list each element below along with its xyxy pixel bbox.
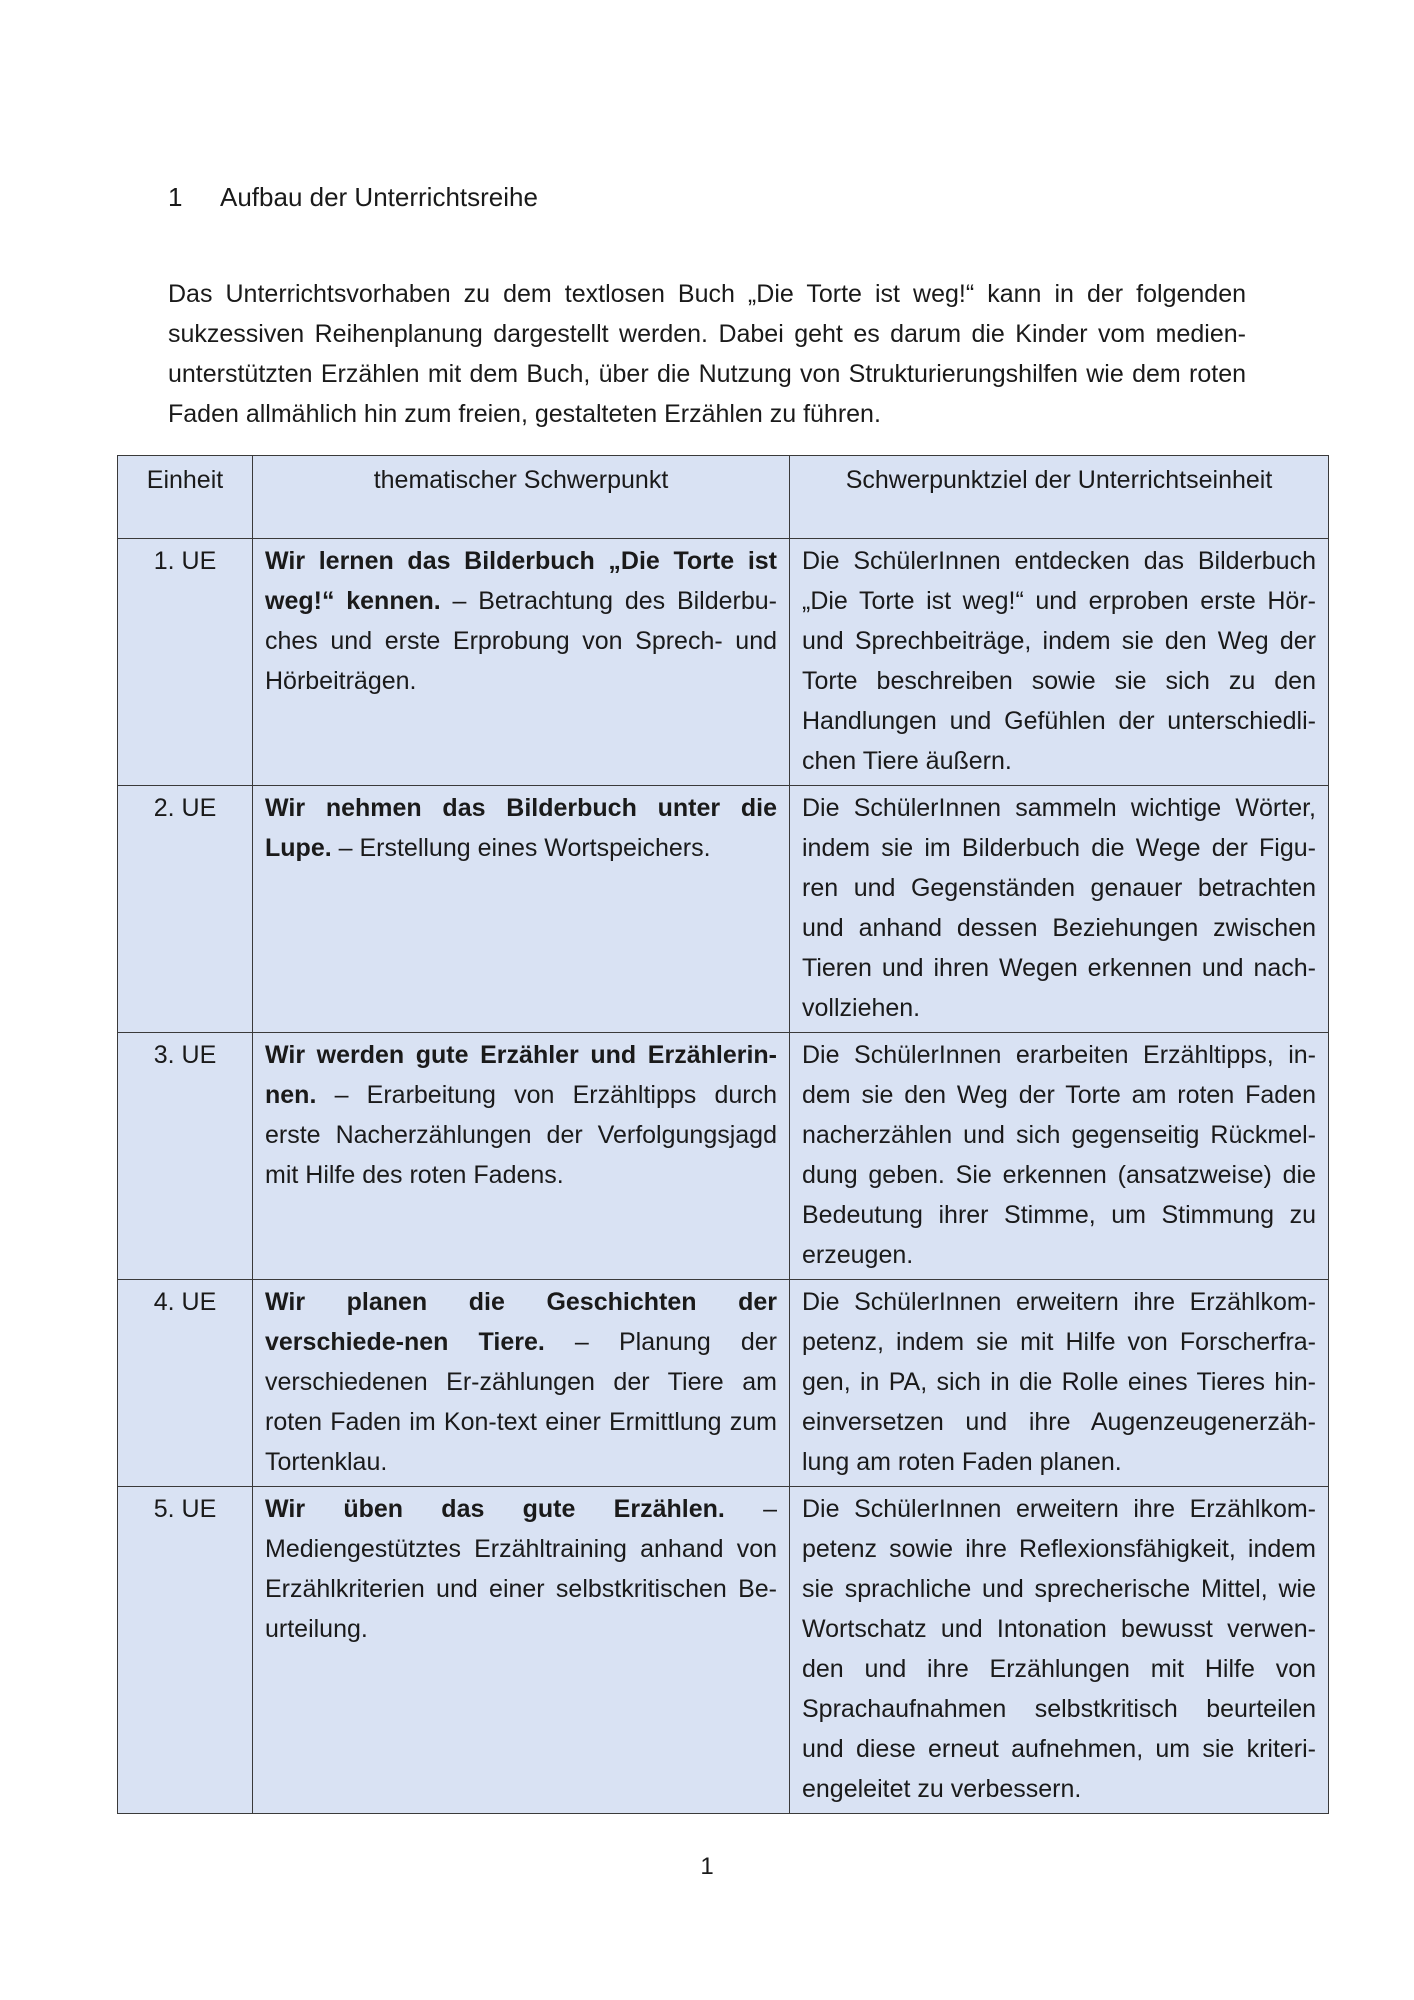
topic-description: – Mediengestütztes Erzähltraining anhand von Erzählkriterien und einer selbstkritischen Be-urteilung. — [265, 1495, 777, 1643]
topic-cell — [253, 1487, 790, 1814]
unit-cell: 3. UE — [118, 1033, 253, 1280]
goal-cell: Die SchülerInnen entdecken das Bilderbuch „Die Torte ist weg!“ und erproben erste Hör- und Sprechbeiträge, indem sie den Weg der Torte beschreiben sowie sie sich zu den Handlungen und Gefühlen der unterschiedli-chen Tiere äußern. — [790, 539, 1329, 786]
goal-cell: Die SchülerInnen erweitern ihre Erzählkom-petenz, indem sie mit Hilfe von Forscherfra-gen, in PA, sich in die Rolle eines Tieres hin-einversetzen und ihre Augenzeugenerzäh-lung am roten Faden planen. — [790, 1280, 1329, 1487]
topic-cell — [253, 786, 790, 1033]
unit-cell: 5. UE — [118, 1487, 253, 1814]
topic-cell — [253, 1033, 790, 1280]
unit-cell: 4. UE — [118, 1280, 253, 1487]
table-header-row — [118, 456, 1329, 539]
topic-title: Wir planen die Geschichten der verschiede-nen Tiere. — [265, 1288, 777, 1356]
topic-description: – Erstellung eines Wortspeichers. — [331, 834, 711, 862]
topic-description: – Planung der verschiedenen Er-zählungen der Tiere am roten Faden im Kon-text einer Ermittlung zum Tortenklau. — [265, 1328, 777, 1476]
topic-description: – Erarbeitung von Erzähltipps durch erste Nacherzählungen der Verfolgungsjagd mit Hilfe des roten Fadens. — [265, 1081, 777, 1189]
table-row — [118, 1280, 1329, 1487]
topic-description: – Betrachtung des Bilderbu-ches und erste Erprobung von Sprech- und Hörbeiträgen. — [265, 587, 777, 695]
topic-title: Wir nehmen das Bilderbuch unter die Lupe. — [265, 794, 777, 862]
table-row — [118, 1487, 1329, 1814]
intro-paragraph: Das Unterrichtsvorhaben zu dem textlosen Buch „Die Torte ist weg!“ kann in der folgenden sukzessiven Reihenplanung dargestellt werden. Dabei geht es darum die Kinder vom medien-unterstützten Erzählen mit dem Buch, über die Nutzung von Strukturierungshilfen wie dem roten Faden allmählich hin zum freien, gestalteten Erzählen zu führen. — [168, 280, 1246, 428]
header-goal: Schwerpunktziel der Unterrichtseinheit — [790, 456, 1329, 539]
table-row — [118, 786, 1329, 1033]
page-number: 1 — [700, 1853, 714, 1880]
table-row — [118, 1033, 1329, 1280]
topic-cell — [253, 539, 790, 786]
topic-title: Wir lernen das Bilderbuch „Die Torte ist weg!“ kennen. — [265, 547, 777, 615]
table-row — [118, 539, 1329, 786]
section-title: Aufbau der Unterrichtsreihe — [220, 182, 538, 212]
goal-cell: Die SchülerInnen sammeln wichtige Wörter, indem sie im Bilderbuch die Wege der Figu-ren und Gegenständen genauer betrachten und anhand dessen Beziehungen zwischen Tieren und ihren Wegen erkennen und nach-vollziehen. — [790, 786, 1329, 1033]
unit-cell: 1. UE — [118, 539, 253, 786]
section-heading — [168, 178, 538, 216]
topic-title: Wir üben das gute Erzählen. — [265, 1495, 725, 1523]
header-unit: Einheit — [118, 456, 253, 539]
header-topic: thematischer Schwerpunkt — [253, 456, 790, 539]
topic-cell — [253, 1280, 790, 1487]
topic-title: Wir werden gute Erzähler und Erzählerin-nen. — [265, 1041, 777, 1109]
goal-cell: Die SchülerInnen erarbeiten Erzähltipps, in-dem sie den Weg der Torte am roten Faden nacherzählen und sich gegenseitig Rückmel-dung geben. Sie erkennen (ansatzweise) die Bedeutung ihrer Stimme, um Stimmung zu erzeugen. — [790, 1033, 1329, 1280]
unit-cell: 2. UE — [118, 786, 253, 1033]
section-number: 1 — [168, 182, 183, 212]
lesson-plan-table — [117, 455, 1329, 1814]
goal-cell: Die SchülerInnen erweitern ihre Erzählkom-petenz sowie ihre Reflexionsfähigkeit, indem sie sprachliche und sprecherische Mittel, wie Wortschatz und Intonation bewusst verwen-den und ihre Erzählungen mit Hilfe von Sprachaufnahmen selbstkritisch beurteilen und diese erneut aufnehmen, um sie kriteri-engeleitet zu verbessern. — [790, 1487, 1329, 1814]
